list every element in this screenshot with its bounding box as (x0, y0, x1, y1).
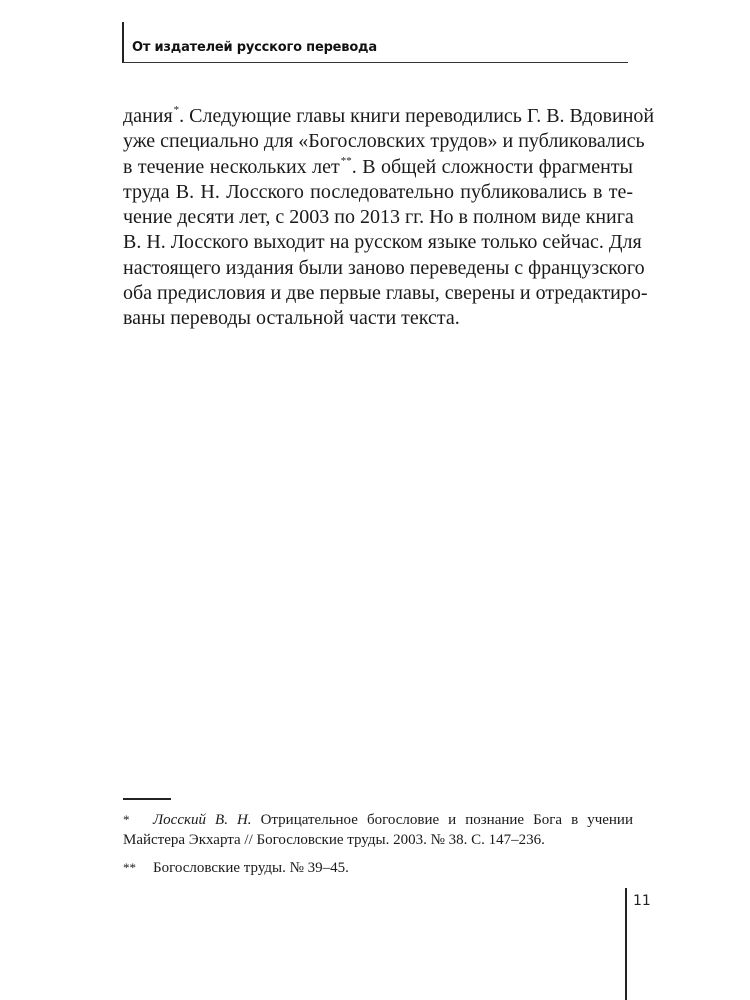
body-line-2: уже специально для «Богословских трудов» и публиковались (123, 130, 645, 153)
footnote-1-line-1: * Лосский В. Н. Отрицательное богословие и познание Бога в учении (123, 812, 633, 828)
header-vertical-rule (122, 22, 124, 63)
footnote-1-line-2: Майстера Экхарта // Богословские труды. 2003. № 38. С. 147–236. (123, 832, 545, 848)
body-line-4: труда В. Н. Лосского последовательно публиковались в те- (123, 180, 633, 203)
header-horizontal-rule (123, 62, 628, 63)
footnotes (123, 810, 633, 878)
footnote-separator (123, 798, 171, 800)
footnote-1-author: Лосский В. Н. (153, 812, 252, 828)
body-line-3: в течение нескольких лет**. В общей сложности фрагменты (123, 154, 633, 178)
body-line-9: ваны переводы остальной части текста. (123, 307, 460, 330)
footnote-1 (123, 810, 633, 850)
page-number: 11 (633, 893, 651, 909)
body-line-6: В. Н. Лосского выходит на русском языке только сейчас. Для (123, 231, 642, 254)
page-number-rule (625, 888, 627, 1000)
footnote-2-marker: ** (123, 860, 136, 875)
body-line-8: оба предисловия и две первые главы, сверены и отредактиро- (123, 282, 648, 305)
footnote-mark-2: ** (340, 154, 352, 167)
footnote-1-marker: * (123, 812, 130, 827)
footnote-2 (123, 858, 633, 878)
body-line-1: дания*. Следующие главы книги переводились Г. В. Вдовиной (123, 104, 655, 127)
body-line-7: настоящего издания были заново переведены с французского (123, 256, 645, 279)
body-paragraph (123, 104, 655, 332)
footnote-2-line-1: ** Богословские труды. № 39–45. (123, 860, 349, 876)
footnote-mark-1: * (173, 104, 180, 116)
running-header-title: От издателей русского перевода (132, 40, 377, 55)
body-line-5: чение десяти лет, с 2003 по 2013 гг. Но в полном виде книга (123, 206, 634, 229)
